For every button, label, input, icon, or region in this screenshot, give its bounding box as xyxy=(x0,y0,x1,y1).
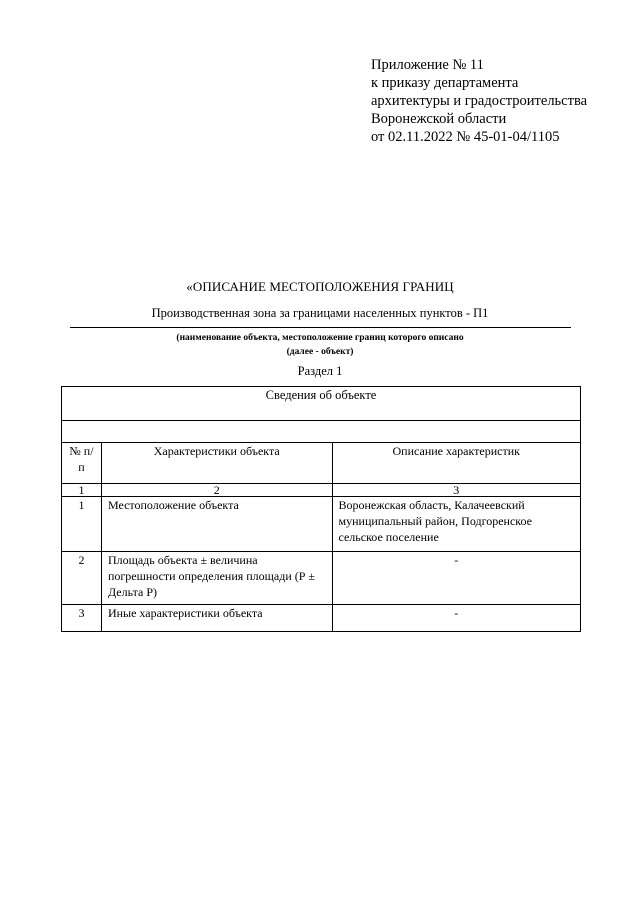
row-characteristic: Иные характеристики объекта xyxy=(101,605,332,632)
appendix-line: Приложение № 11 xyxy=(371,57,484,73)
appendix-line: архитектуры и градостроительства xyxy=(371,93,588,109)
appendix-line: Воронежской области xyxy=(371,111,507,127)
appendix-block xyxy=(371,56,587,146)
section-title: Раздел 1 xyxy=(297,364,343,378)
table-row xyxy=(62,497,581,552)
col-number: 2 xyxy=(101,484,332,497)
caption-line: (далее - объект) xyxy=(286,347,354,357)
empty-row xyxy=(62,421,581,443)
col-header-characteristic: Характеристики объекта xyxy=(101,443,332,484)
col-header-description: Описание характеристик xyxy=(332,443,581,484)
row-num: 1 xyxy=(62,497,102,552)
table-row xyxy=(62,552,581,605)
row-characteristic: Площадь объекта ± величина погрешности определения площади (Р ± Дельта Р) xyxy=(101,552,332,605)
caption-line: (наименование объекта, местоположение границ которого описано xyxy=(176,333,464,343)
row-description: Воронежская область, Калачеевский муниципальный район, Подгоренское сельское поселение xyxy=(332,497,581,552)
row-characteristic: Местоположение объекта xyxy=(101,497,332,552)
appendix-line: от 02.11.2022 № 45-01-04/1105 xyxy=(371,129,560,145)
row-num: 2 xyxy=(62,552,102,605)
row-description: - xyxy=(332,552,581,605)
table-heading: Сведения об объекте xyxy=(62,387,581,421)
appendix-line: к приказу департамента xyxy=(371,75,519,91)
object-name: Производственная зона за границами населенных пунктов - П1 xyxy=(151,306,489,320)
document-title: «ОПИСАНИЕ МЕСТОПОЛОЖЕНИЯ ГРАНИЦ xyxy=(186,279,454,294)
col-number: 3 xyxy=(332,484,581,497)
col-header-num: № п/п xyxy=(62,443,102,484)
object-caption xyxy=(70,331,570,359)
row-description: - xyxy=(332,605,581,632)
table-row xyxy=(62,605,581,632)
underline-divider xyxy=(70,327,571,328)
row-num: 3 xyxy=(62,605,102,632)
object-info-table xyxy=(61,386,581,632)
col-number: 1 xyxy=(62,484,102,497)
